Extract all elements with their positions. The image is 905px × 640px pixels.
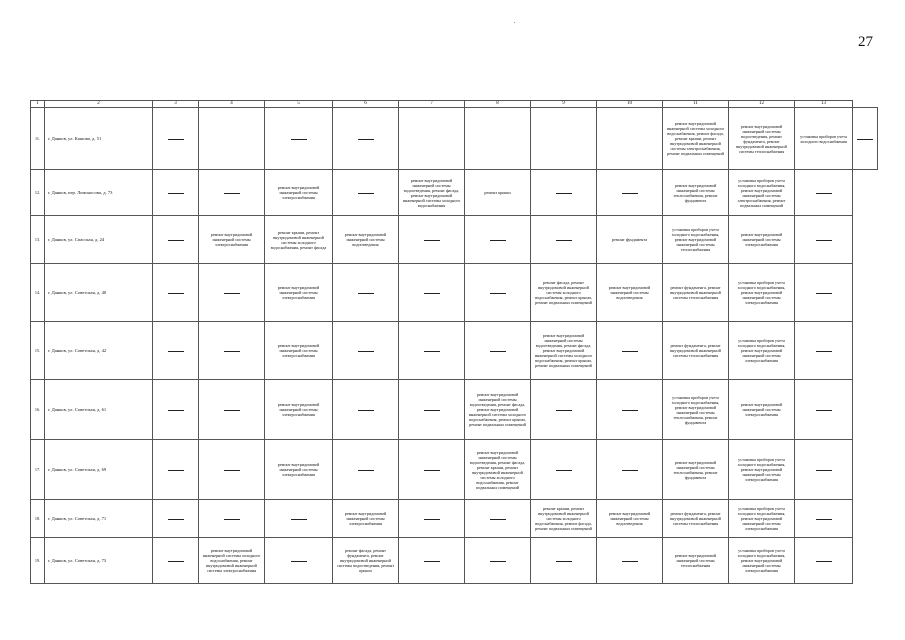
empty-cell	[153, 322, 199, 380]
dash-mark	[816, 470, 832, 471]
empty-cell	[199, 322, 265, 380]
table-row	[31, 216, 878, 264]
row-number: 13.	[31, 216, 45, 264]
column-header: 5	[265, 101, 333, 108]
empty-cell	[265, 108, 333, 170]
dash-mark	[424, 351, 440, 352]
row-number: 18.	[31, 500, 45, 538]
work-cell: ремонт фасада, ремонт фундамента, ремонт внутридомовой инженерной системы водоотведения, ремонт крыши	[333, 538, 399, 584]
work-cell: ремонт внутридомовой инженерной системы теплоснабжения, ремонт фундамента	[663, 440, 729, 500]
address-cell: г. Данков, ул. Кашова, д. 51	[45, 108, 153, 170]
dash-mark	[556, 193, 572, 194]
empty-cell	[597, 538, 663, 584]
blank-cell	[465, 108, 531, 170]
empty-cell	[531, 380, 597, 440]
empty-cell	[531, 170, 597, 216]
empty-cell	[265, 538, 333, 584]
work-cell: установка приборов учета холодного водоснабжения, ремонт внутридомовой инженерной системы электроснабжения, ремонт подвальных помещений	[729, 170, 795, 216]
blank-cell	[399, 108, 465, 170]
dash-mark	[622, 351, 638, 352]
empty-cell	[199, 170, 265, 216]
work-cell: ремонт фундамента, ремонт внутридомовой инженерной системы теплоснабжения	[663, 500, 729, 538]
empty-cell	[333, 170, 399, 216]
dash-mark	[556, 470, 572, 471]
column-header: 6	[333, 101, 399, 108]
address-cell: г. Данков, ул. Советская, д. 71	[45, 500, 153, 538]
dash-mark	[490, 519, 506, 520]
empty-cell	[531, 440, 597, 500]
row-number: 19.	[31, 538, 45, 584]
work-cell: ремонт внутридомовой инженерной системы электроснабжения	[333, 500, 399, 538]
row-number: 15.	[31, 322, 45, 380]
table-row	[31, 322, 878, 380]
empty-cell	[399, 216, 465, 264]
empty-cell	[795, 380, 853, 440]
work-cell: ремонт внутридомовой инженерной системы водоотведения, ремонт фундамента, ремонт внутридомовой инженерной системы теплоснабжения	[729, 108, 795, 170]
column-header: 8	[465, 101, 531, 108]
work-cell: ремонт внутридомовой инженерной системы электроснабжения	[265, 322, 333, 380]
address-cell: г. Данков, ул. Спасская, д. 24	[45, 216, 153, 264]
empty-cell	[199, 380, 265, 440]
dash-mark	[816, 193, 832, 194]
page-number: 27	[858, 34, 873, 50]
work-cell: установка приборов учета холодного водоснабжения, ремонт внутридомовой инженерной системы электроснабжения	[729, 538, 795, 584]
empty-cell	[265, 500, 333, 538]
empty-cell	[399, 500, 465, 538]
work-cell: ремонт фундамента, ремонт внутридомовой инженерной системы теплоснабжения	[663, 322, 729, 380]
empty-cell	[597, 380, 663, 440]
work-cell: ремонт внутридомовой инженерной системы водоотведения, ремонт фасада, ремонт внутридомовой инженерной системы холодного водоснабжения, ремонт крыши, ремонт подвальных помещений	[465, 380, 531, 440]
dash-mark	[358, 470, 374, 471]
work-cell: ремонт внутридомовой инженерной системы электроснабжения	[265, 170, 333, 216]
dash-mark	[556, 240, 572, 241]
work-cell: ремонт внутридомовой инженерной системы холодного водоснабжения, ремонт фасада, ремонт крыши, ремонт внутридомовой инженерной системы электроснабжения, ремонт подвальных помещений	[663, 108, 729, 170]
dash-mark	[816, 410, 832, 411]
dash-mark	[490, 561, 506, 562]
empty-cell	[199, 500, 265, 538]
dash-mark	[816, 561, 832, 562]
empty-cell	[333, 322, 399, 380]
empty-cell	[597, 170, 663, 216]
empty-cell	[795, 500, 853, 538]
empty-cell	[795, 170, 853, 216]
dash-mark	[556, 410, 572, 411]
work-cell: ремонт внутридомовой инженерной системы теплоснабжения	[663, 538, 729, 584]
empty-cell	[795, 322, 853, 380]
work-cell: ремонт внутридомовой инженерной системы холодного водоснабжения, ремонт внутридомовой инженерной системы электроснабжения	[199, 538, 265, 584]
empty-cell	[153, 380, 199, 440]
blank-cell	[199, 108, 265, 170]
column-header: 11	[663, 101, 729, 108]
dash-mark	[168, 240, 184, 241]
empty-cell	[333, 440, 399, 500]
dash-mark	[358, 410, 374, 411]
work-cell: ремонт внутридомовой инженерной системы водоотведения, ремонт фасада, ремонт крыши, ремонт внутридомовой инженерной системы холодного водоснабжения, ремонт подвальных помещений	[465, 440, 531, 500]
work-cell: ремонт внутридомовой инженерной системы водоотведения, ремонт фасада, ремонт внутридомовой инженерной системы холодного водоснабжения	[399, 170, 465, 216]
work-cell: установка приборов учета холодного водоснабжения, ремонт внутридомовой инженерной системы электроснабжения	[729, 322, 795, 380]
work-cell: ремонт внутридомовой инженерной системы водоотведения	[597, 500, 663, 538]
work-cell: ремонт внутридомовой инженерной системы электроснабжения	[265, 440, 333, 500]
dash-mark	[358, 193, 374, 194]
empty-cell	[199, 264, 265, 322]
column-header: 2	[45, 101, 153, 108]
dash-mark	[424, 561, 440, 562]
work-cell: ремонт внутридомовой инженерной системы водоотведения	[597, 264, 663, 322]
work-cell: ремонт крыши, ремонт внутридомовой инженерной системы холодного водоснабжения, ремонт фасада	[265, 216, 333, 264]
work-cell: ремонт фундамента, ремонт внутридомовой инженерной системы теплоснабжения	[663, 264, 729, 322]
table-row	[31, 538, 878, 584]
dash-mark	[622, 561, 638, 562]
dash-mark	[490, 240, 506, 241]
empty-cell	[465, 538, 531, 584]
table-row	[31, 108, 878, 170]
dash-mark	[358, 139, 374, 140]
dash-mark	[816, 351, 832, 352]
empty-cell	[333, 264, 399, 322]
empty-cell	[795, 440, 853, 500]
dash-mark	[622, 470, 638, 471]
dash-mark	[224, 351, 240, 352]
table-row	[31, 500, 878, 538]
empty-cell	[399, 538, 465, 584]
empty-cell	[153, 538, 199, 584]
empty-cell	[465, 500, 531, 538]
empty-cell	[199, 440, 265, 500]
empty-cell	[465, 264, 531, 322]
empty-cell	[853, 108, 878, 170]
empty-cell	[399, 440, 465, 500]
row-number: 14.	[31, 264, 45, 322]
repair-schedule-table	[30, 100, 878, 584]
dash-mark	[622, 410, 638, 411]
column-header: 13	[795, 101, 853, 108]
work-cell: ремонт внутридомовой инженерной системы электроснабжения	[265, 264, 333, 322]
column-header: 12	[729, 101, 795, 108]
dash-mark	[224, 293, 240, 294]
row-number: 16.	[31, 380, 45, 440]
empty-cell	[531, 538, 597, 584]
address-cell: г. Данков, ул. Советская, д. 42	[45, 322, 153, 380]
empty-cell	[795, 538, 853, 584]
dash-mark	[424, 293, 440, 294]
work-cell: установка приборов учета холодного водоснабжения, ремонт внутридомовой инженерной системы электроснабжения	[729, 500, 795, 538]
address-cell: г. Данков, ул. Советская, д. 61	[45, 380, 153, 440]
dash-mark	[291, 139, 307, 140]
empty-cell	[399, 322, 465, 380]
dash-mark	[224, 193, 240, 194]
dash-mark	[168, 293, 184, 294]
dash-mark	[490, 293, 506, 294]
dash-mark	[168, 410, 184, 411]
table-row	[31, 440, 878, 500]
dash-mark	[168, 561, 184, 562]
dash-mark	[424, 240, 440, 241]
column-header: 1	[31, 101, 45, 108]
work-cell: ремонт крыши, ремонт внутридомовой инженерной системы холодного водоснабжения, ремонт фасада, ремонт подвальных помещений	[531, 500, 597, 538]
empty-cell	[795, 264, 853, 322]
dash-mark	[168, 351, 184, 352]
address-cell: г. Данков, ул. Советская, д. 73	[45, 538, 153, 584]
empty-cell	[153, 216, 199, 264]
row-number: 17.	[31, 440, 45, 500]
dash-mark	[224, 410, 240, 411]
work-cell: установка приборов учета холодного водоснабжения	[795, 108, 853, 170]
dash-mark	[168, 470, 184, 471]
empty-cell	[153, 170, 199, 216]
empty-cell	[333, 380, 399, 440]
table-row	[31, 264, 878, 322]
work-cell: установка приборов учета холодного водоснабжения, ремонт внутридомовой инженерной системы электроснабжения	[729, 264, 795, 322]
work-cell: ремонт внутридомовой инженерной системы электроснабжения	[729, 216, 795, 264]
empty-cell	[153, 108, 199, 170]
dash-mark	[358, 293, 374, 294]
dash-mark	[168, 193, 184, 194]
dash-mark	[424, 519, 440, 520]
work-cell: ремонт крыши	[465, 170, 531, 216]
column-header: 3	[153, 101, 199, 108]
work-cell: установка приборов учета холодного водоснабжения, ремонт внутридомовой инженерной системы теплоснабжения	[663, 216, 729, 264]
dash-mark	[424, 470, 440, 471]
dash-mark	[291, 561, 307, 562]
work-cell: ремонт внутридомовой инженерной системы водоотведения	[333, 216, 399, 264]
scan-speck	[514, 22, 515, 23]
work-cell: ремонт внутридомовой инженерной системы электроснабжения	[729, 380, 795, 440]
dash-mark	[224, 519, 240, 520]
work-cell: ремонт внутридомовой инженерной системы теплоснабжения, ремонт фундамента	[663, 170, 729, 216]
work-cell: ремонт фундамента	[597, 216, 663, 264]
empty-cell	[465, 322, 531, 380]
empty-cell	[153, 500, 199, 538]
dash-mark	[168, 139, 184, 140]
empty-cell	[465, 216, 531, 264]
dash-mark	[622, 193, 638, 194]
column-header: 4	[199, 101, 265, 108]
work-cell: ремонт внутридомовой инженерной системы электроснабжения	[199, 216, 265, 264]
empty-cell	[399, 380, 465, 440]
table-row	[31, 170, 878, 216]
empty-cell	[333, 108, 399, 170]
empty-cell	[153, 264, 199, 322]
dash-mark	[224, 470, 240, 471]
empty-cell	[153, 440, 199, 500]
work-cell: установка приборов учета холодного водоснабжения, ремонт внутридомовой инженерной системы теплоснабжения, ремонт фундамента	[663, 380, 729, 440]
work-cell: установка приборов учета холодного водоснабжения, ремонт внутридомовой инженерной системы электроснабжения	[729, 440, 795, 500]
empty-cell	[597, 322, 663, 380]
column-header: 7	[399, 101, 465, 108]
address-cell: г. Данков, ул. Советская, д. 40	[45, 264, 153, 322]
dash-mark	[358, 351, 374, 352]
dash-mark	[816, 519, 832, 520]
address-cell: г. Данков, ул. Советская, д. 69	[45, 440, 153, 500]
column-header: 10	[597, 101, 663, 108]
header-row	[31, 101, 878, 108]
dash-mark	[816, 240, 832, 241]
dash-mark	[424, 410, 440, 411]
work-cell: ремонт внутридомовой инженерной системы электроснабжения	[265, 380, 333, 440]
column-header: 9	[531, 101, 597, 108]
dash-mark	[556, 561, 572, 562]
dash-mark	[816, 293, 832, 294]
dash-mark	[490, 351, 506, 352]
empty-cell	[795, 216, 853, 264]
blank-cell	[597, 108, 663, 170]
table-row	[31, 380, 878, 440]
blank-cell	[531, 108, 597, 170]
row-number: 12.	[31, 170, 45, 216]
empty-cell	[531, 216, 597, 264]
empty-cell	[399, 264, 465, 322]
row-number: 11.	[31, 108, 45, 170]
dash-mark	[857, 139, 873, 140]
work-cell: ремонт внутридомовой инженерной системы водоотведения, ремонт фасада, ремонт внутридомовой инженерной системы холодного водоснабжения, ремонт крыши, ремонт подвальных помещений	[531, 322, 597, 380]
work-cell: ремонт фасада, ремонт внутридомовой инженерной системы холодного водоснабжения, ремонт крыши, ремонт подвальных помещений	[531, 264, 597, 322]
dash-mark	[291, 519, 307, 520]
empty-cell	[597, 440, 663, 500]
address-cell: г. Данков, пер. Ломоносова, д. 73	[45, 170, 153, 216]
dash-mark	[168, 519, 184, 520]
